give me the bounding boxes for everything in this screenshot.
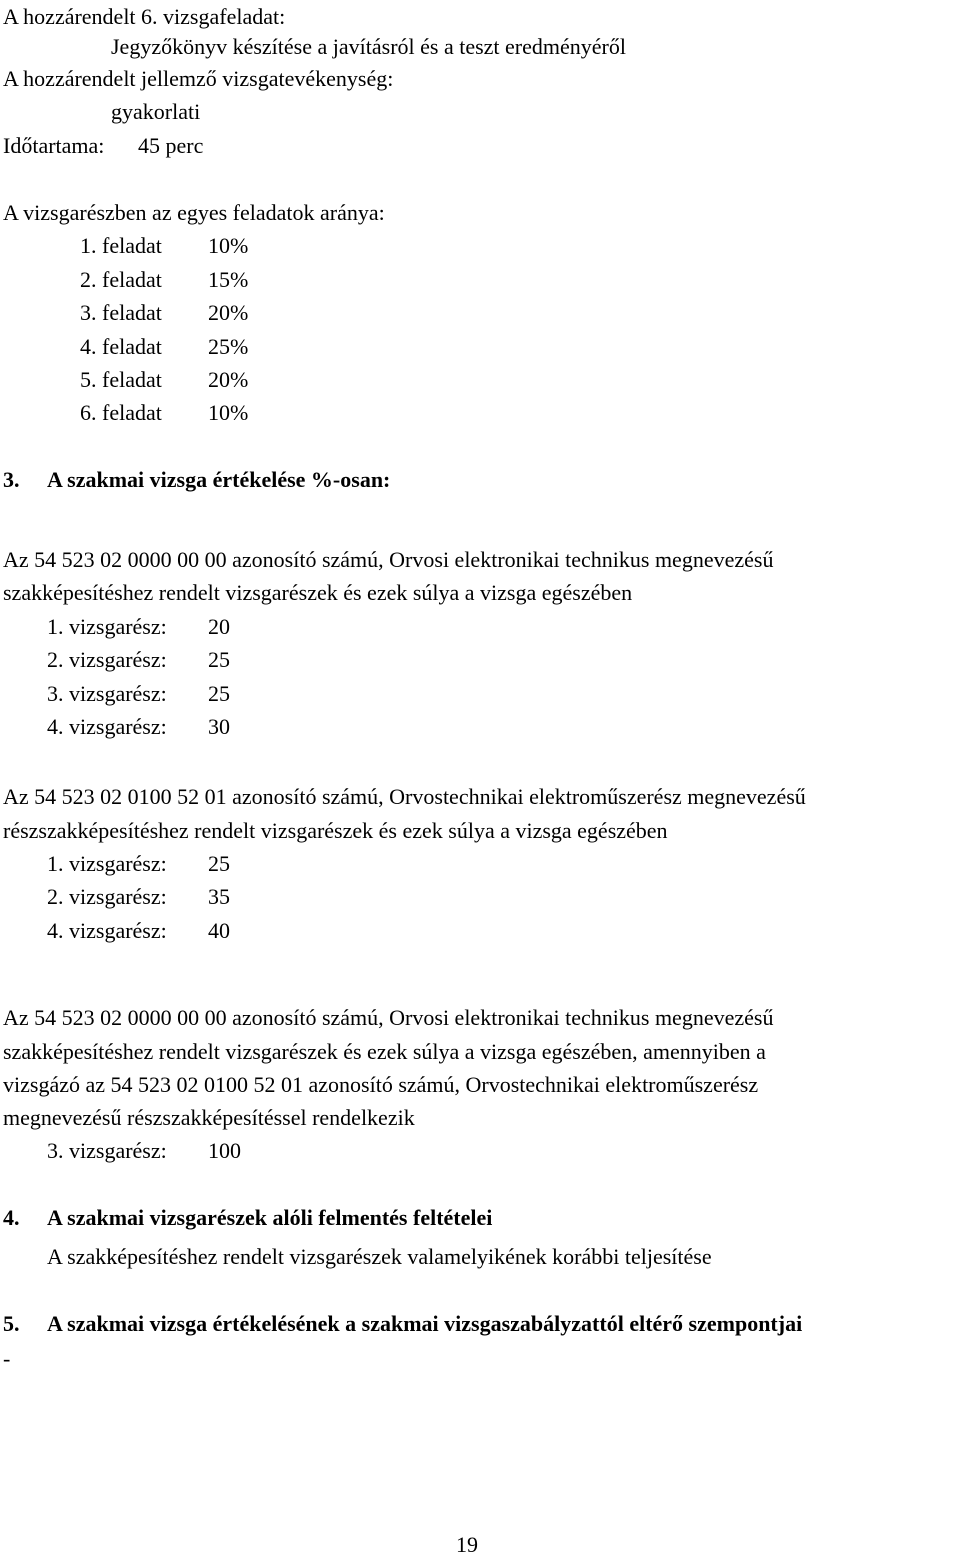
section-4-text: A szakképesítéshez rendelt vizsgarészek valamelyikének korábbi teljesítése xyxy=(47,1244,712,1269)
exam-part-label: 1. vizsgarész: xyxy=(47,614,167,639)
task-value: 20% xyxy=(208,300,249,325)
task-item xyxy=(80,365,162,395)
task-value: 10% xyxy=(208,400,249,425)
block-3-line-2: szakképesítéshez rendelt vizsgarészek és ezek súlya a vizsga egészében, amennyiben a xyxy=(3,1039,766,1064)
task-item xyxy=(80,332,162,362)
section-3-title: A szakmai vizsga értékelése %-osan: xyxy=(47,467,391,492)
block-1-line-1: Az 54 523 02 0000 00 00 azonosító számú, Orvosi elektronikai technikus megnevezésű xyxy=(3,547,774,572)
exam-part-value: 25 xyxy=(208,647,230,672)
section-5-number: 5. xyxy=(3,1311,20,1336)
block-2-line-1: Az 54 523 02 0100 52 01 azonosító számú, Orvostechnikai elektroműszerész megnevezésű xyxy=(3,784,806,809)
exam-part-value: 25 xyxy=(208,681,230,706)
exam-part-label: 2. vizsgarész: xyxy=(47,647,167,672)
block-3-line-3: vizsgázó az 54 523 02 0100 52 01 azonosító számú, Orvostechnikai elektroműszerész xyxy=(3,1072,759,1097)
task-label: 4. feladat xyxy=(80,334,162,359)
task-label: 3. feladat xyxy=(80,300,162,325)
activity-label: A hozzárendelt jellemző vizsgatevékenység: xyxy=(3,66,394,91)
exam-part-value: 20 xyxy=(208,614,230,639)
task-label: 2. feladat xyxy=(80,267,162,292)
exam-part-label: 4. vizsgarész: xyxy=(47,918,167,943)
task-value: 25% xyxy=(208,334,249,359)
tasks-heading: A vizsgarészben az egyes feladatok aránya: xyxy=(3,200,385,225)
exam-part-value: 35 xyxy=(208,884,230,909)
exam-part-label: 2. vizsgarész: xyxy=(47,884,167,909)
exam-part-value: 40 xyxy=(208,918,230,943)
task-label: 5. feladat xyxy=(80,367,162,392)
block-2-line-2: részszakképesítéshez rendelt vizsgarészek és ezek súlya a vizsga egészében xyxy=(3,818,668,843)
duration-label: Időtartama: xyxy=(3,133,105,158)
section-4-title: A szakmai vizsgarészek alóli felmentés feltételei xyxy=(47,1205,493,1230)
task-value: 20% xyxy=(208,367,249,392)
section-3-number: 3. xyxy=(3,467,20,492)
exam-part-value: 30 xyxy=(208,714,230,739)
task-label: 6. feladat xyxy=(80,400,162,425)
task-title: Jegyzőkönyv készítése a javításról és a teszt eredményéről xyxy=(111,34,626,59)
section-4-number: 4. xyxy=(3,1205,20,1230)
duration-value: 45 perc xyxy=(138,133,204,158)
exam-part-label: 3. vizsgarész: xyxy=(47,681,167,706)
task-item xyxy=(80,265,162,295)
task-label: 1. feladat xyxy=(80,233,162,258)
block-3-line-1: Az 54 523 02 0000 00 00 azonosító számú, Orvosi elektronikai technikus megnevezésű xyxy=(3,1005,774,1030)
section-5-text: - xyxy=(3,1346,11,1371)
exam-part-label: 3. vizsgarész: xyxy=(47,1138,167,1163)
page-number: 19 xyxy=(456,1532,478,1557)
block-3-line-4: megnevezésű részszakképesítéssel rendelkezik xyxy=(3,1105,415,1130)
exam-part-label: 1. vizsgarész: xyxy=(47,851,167,876)
assigned-task-line: A hozzárendelt 6. vizsgafeladat: xyxy=(3,4,286,29)
block-1-line-2: szakképesítéshez rendelt vizsgarészek és ezek súlya a vizsga egészében xyxy=(3,580,633,605)
exam-part-label: 4. vizsgarész: xyxy=(47,714,167,739)
task-item xyxy=(80,398,162,428)
exam-part-value: 100 xyxy=(208,1138,241,1163)
section-5-title: A szakmai vizsga értékelésének a szakmai vizsgaszabályzattól eltérő szempontjai xyxy=(47,1311,803,1336)
task-item xyxy=(80,298,162,328)
task-value: 10% xyxy=(208,233,249,258)
exam-part-value: 25 xyxy=(208,851,230,876)
activity-value: gyakorlati xyxy=(111,99,201,124)
task-value: 15% xyxy=(208,267,249,292)
task-item xyxy=(80,231,162,261)
